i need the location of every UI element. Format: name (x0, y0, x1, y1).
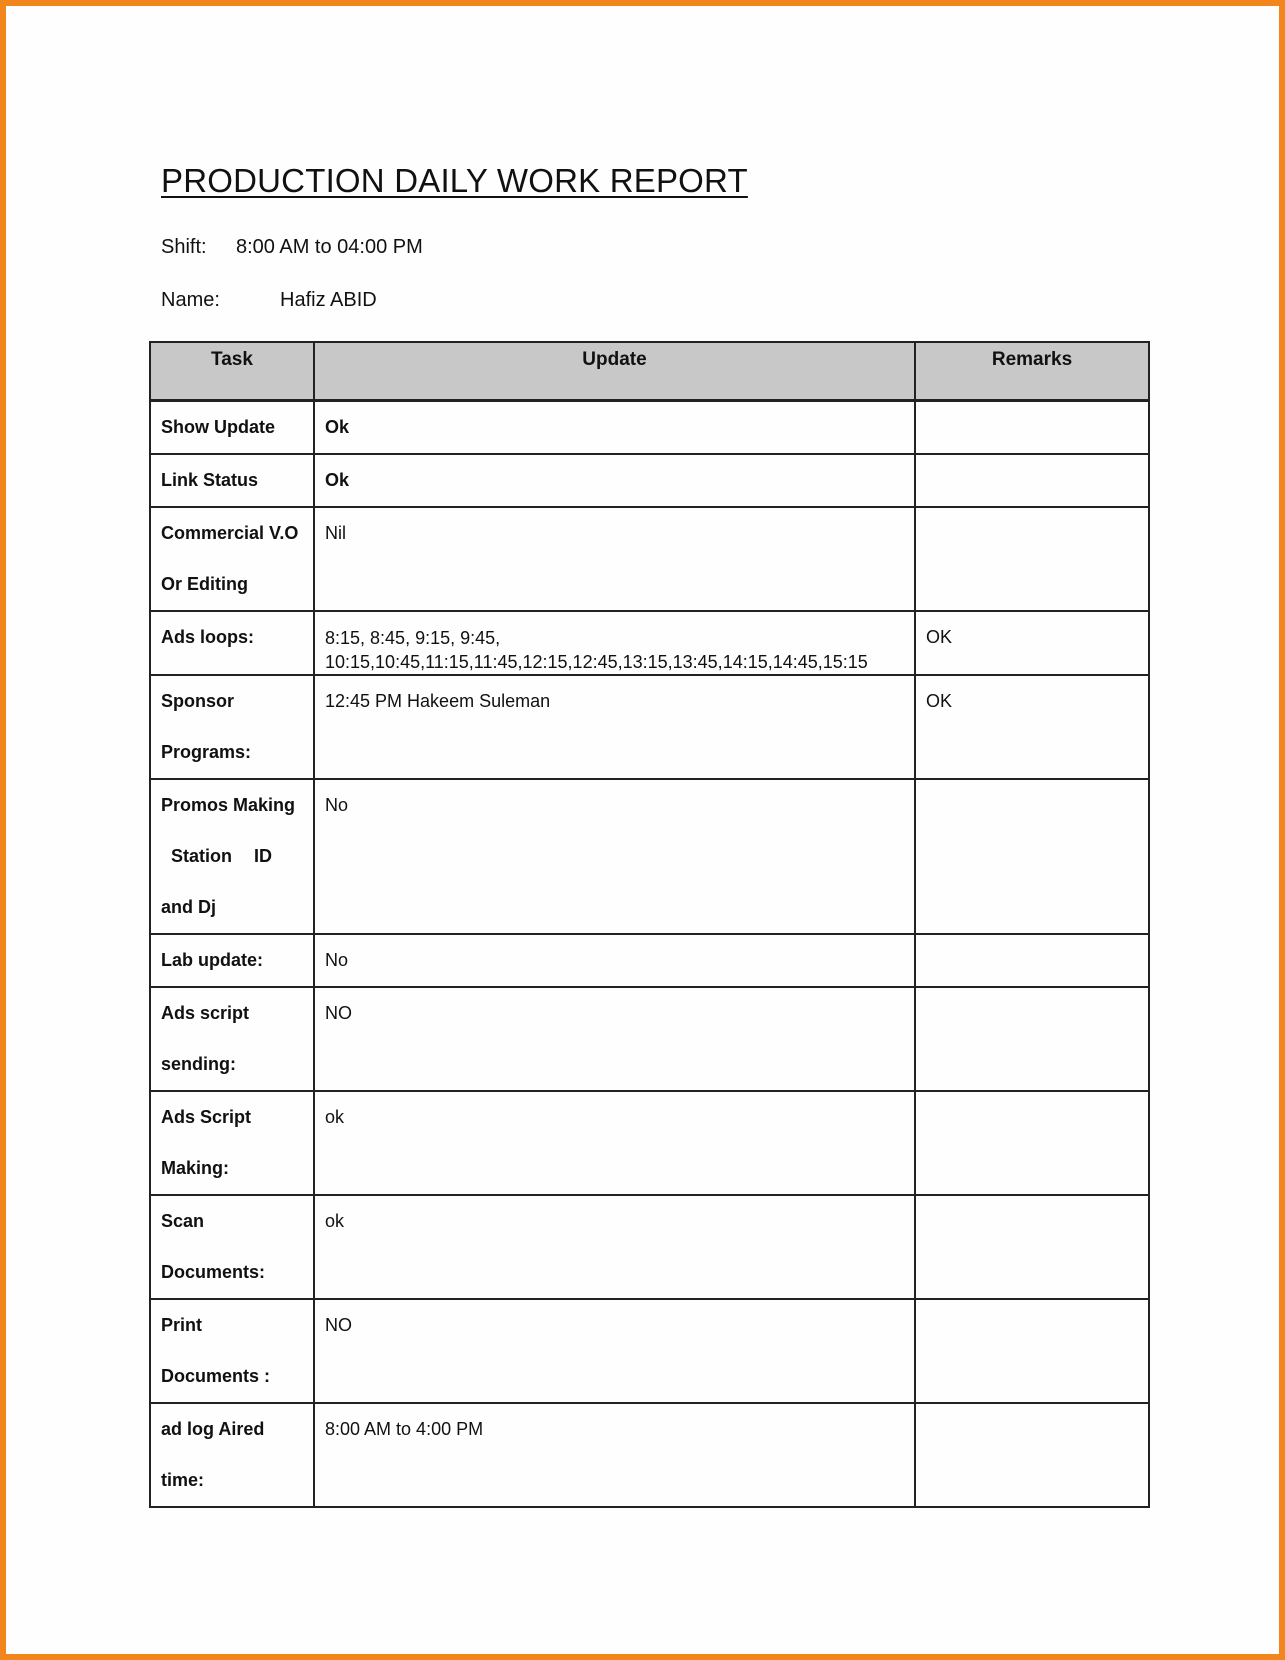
task-text: Station (171, 845, 232, 866)
remarks-cell: OK (915, 675, 1149, 779)
task-text: Print (161, 1314, 203, 1335)
task-text: sending: (161, 1053, 236, 1074)
update-text: NO (325, 1314, 352, 1335)
task-text: Or Editing (161, 573, 248, 594)
remarks-cell (915, 987, 1149, 1091)
remarks-cell (915, 454, 1149, 507)
task-cell (150, 1091, 314, 1195)
remarks-cell: OK (915, 611, 1149, 675)
update-text: NO (325, 1002, 352, 1023)
update-cell (314, 675, 915, 779)
task-text: ad log Aired (161, 1418, 265, 1439)
update-text: Ok (325, 416, 350, 437)
table-row (150, 611, 1149, 675)
task-text: Sponsor (161, 690, 235, 711)
page-title: PRODUCTION DAILY WORK REPORT (161, 162, 748, 199)
remarks-cell (915, 779, 1149, 934)
task-cell (150, 779, 314, 934)
table-row (150, 454, 1149, 507)
remarks-cell (915, 1299, 1149, 1403)
task-text: Commercial V.O (161, 522, 299, 543)
task-text: Link Status (161, 469, 259, 490)
task-text: Ads script (161, 1002, 250, 1023)
remarks-cell (915, 934, 1149, 987)
update-text: No (325, 949, 349, 970)
update-cell (314, 1403, 915, 1507)
update-text: 12:45 PM Hakeem Suleman (325, 690, 551, 711)
update-cell (314, 400, 915, 454)
table-row (150, 675, 1149, 779)
table-row (150, 1091, 1149, 1195)
update-text: 10:15,10:45,11:15,11:45,12:15,12:45,13:15,13:45,14:15,14:45,15:15 (325, 651, 868, 672)
task-text: time: (161, 1469, 205, 1490)
task-text: Documents: (161, 1261, 266, 1282)
update-cell (314, 611, 915, 675)
shift-value: 8:00 AM to 04:00 PM (236, 236, 423, 258)
remarks-cell (915, 1091, 1149, 1195)
update-text: ok (325, 1106, 345, 1127)
table-row (150, 400, 1149, 454)
header-update: Update (314, 342, 915, 400)
update-cell (314, 987, 915, 1091)
task-text: Scan (161, 1210, 205, 1231)
task-text: Lab update: (161, 949, 263, 970)
update-cell (314, 779, 915, 934)
task-cell (150, 987, 314, 1091)
update-text: Ok (325, 469, 350, 490)
update-cell (314, 1195, 915, 1299)
task-cell (150, 1299, 314, 1403)
task-text-line (161, 831, 303, 882)
name-label: Name: (161, 289, 220, 311)
task-cell (150, 611, 314, 675)
task-cell (150, 400, 314, 454)
task-cell (150, 675, 314, 779)
update-cell (314, 1091, 915, 1195)
table-header-row (150, 342, 1149, 400)
update-text: 8:00 AM to 4:00 PM (325, 1418, 484, 1439)
update-cell (314, 507, 915, 611)
task-text: ID (254, 845, 272, 866)
name-row (161, 289, 377, 312)
update-text: No (325, 794, 349, 815)
update-text: Nil (325, 522, 346, 543)
name-value: Hafiz ABID (280, 289, 377, 311)
update-cell (314, 1299, 915, 1403)
task-text: Documents : (161, 1365, 271, 1386)
task-text: Promos Making (161, 794, 296, 815)
table-row (150, 987, 1149, 1091)
task-cell (150, 1195, 314, 1299)
task-text: Ads Script (161, 1106, 252, 1127)
task-cell (150, 507, 314, 611)
task-text: Making: (161, 1157, 230, 1178)
table-row (150, 507, 1149, 611)
remarks-cell (915, 507, 1149, 611)
remarks-cell (915, 1403, 1149, 1507)
task-text: Show Update (161, 416, 276, 437)
task-text: and Dj (161, 896, 217, 917)
table-row (150, 1403, 1149, 1507)
task-cell (150, 454, 314, 507)
task-text: Programs: (161, 741, 252, 762)
table-row (150, 934, 1149, 987)
task-cell (150, 934, 314, 987)
shift-label: Shift: (161, 236, 207, 258)
task-cell (150, 1403, 314, 1507)
table-row (150, 1195, 1149, 1299)
update-text: ok (325, 1210, 345, 1231)
update-text: 8:15, 8:45, 9:15, 9:45, (325, 627, 501, 648)
header-task: Task (150, 342, 314, 400)
task-text: Ads loops: (161, 626, 254, 647)
header-remarks: Remarks (915, 342, 1149, 400)
report-table (149, 341, 1150, 1508)
update-cell (314, 934, 915, 987)
update-cell (314, 454, 915, 507)
remarks-cell (915, 400, 1149, 454)
table-row (150, 779, 1149, 934)
shift-row (161, 236, 423, 259)
remarks-cell (915, 1195, 1149, 1299)
table-row (150, 1299, 1149, 1403)
